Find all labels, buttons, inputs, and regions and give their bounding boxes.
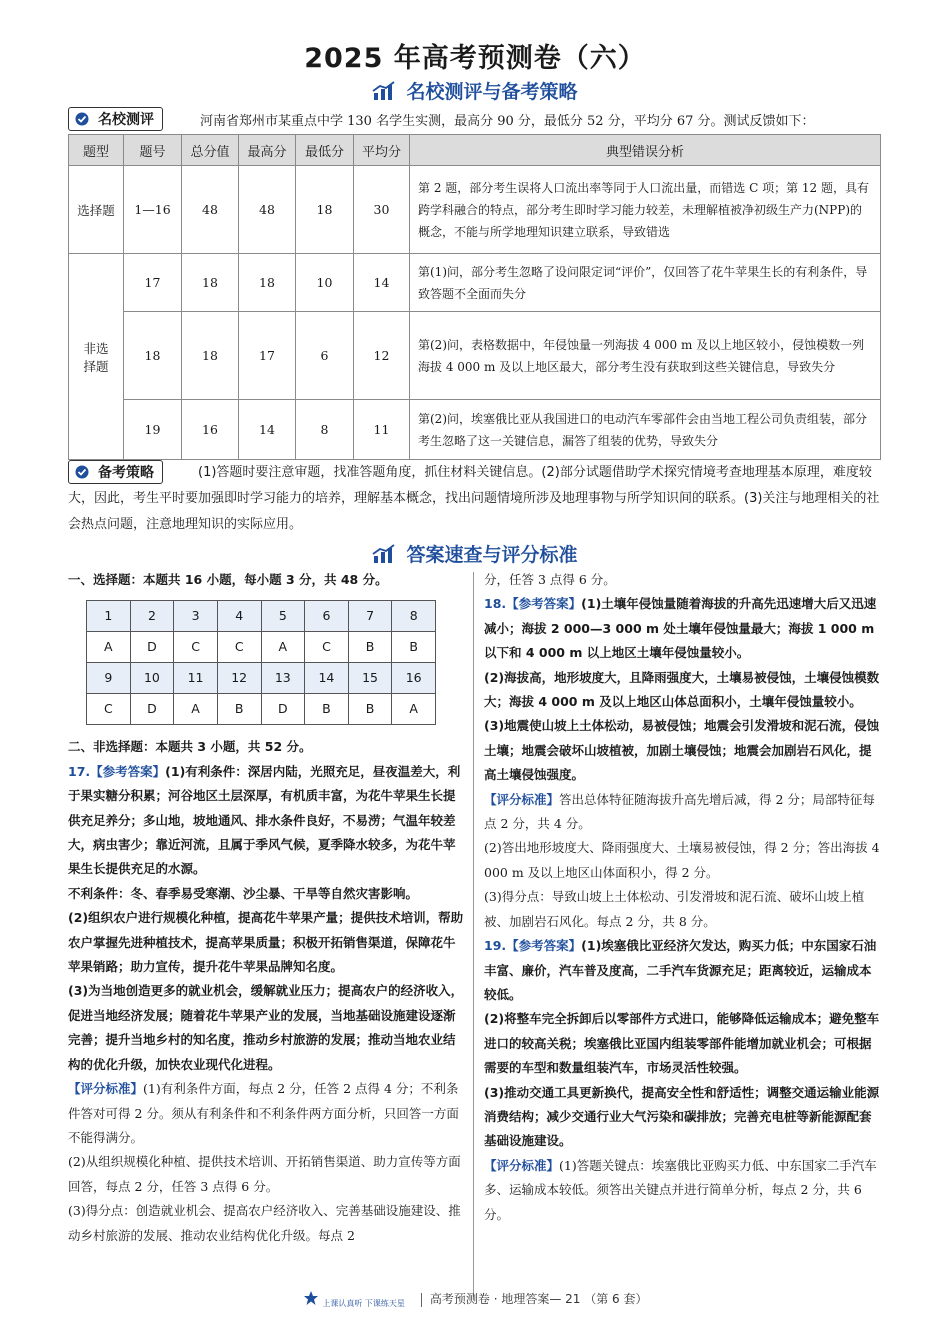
q18-number: 18. [484,596,507,612]
cell: 8 [296,400,354,460]
header-type: 题型 [69,135,124,166]
strategy-tag-label: 备考策略 [98,465,154,481]
q18-part1: (1)土壤年侵蚀量随着海拔的升高先迅速增大后又迅速减小；海拔 2 000—3 000 m 处土壤年侵蚀量最大；海拔 1 000 m 以下和 4 000 m 以上地区土壤年侵蚀量较小。 [484,596,877,661]
cell: 5 [261,601,305,632]
cell: 30 [354,166,410,254]
section-heading-evaluation [0,77,950,104]
star-icon [303,1290,319,1306]
cell: C [87,694,131,725]
cell: 13 [261,663,305,694]
cell: B [348,632,392,663]
cell: 8 [392,601,436,632]
cell: D [261,694,305,725]
analysis-cell: 第(2)问，表格数据中，年侵蚀量一列海拔 4 000 m 及以上地区较小，侵蚀模数一列海拔 4 000 m 及以上地区最大，部分考生没有获取到这些关键信息，导致失分 [410,312,881,400]
section-title: 名校测评与备考策略 [406,81,578,103]
cell: 11 [354,400,410,460]
type-cell: 选择题 [69,166,124,254]
analysis-cell: 第(2)问，埃塞俄比亚从我国进口的电动汽车零部件会由当地工程公司负责组装，部分考生忽略了这一关键信息，漏答了组装的优势，导致失分 [410,400,881,460]
cell: 18 [182,312,239,400]
answer-grid [86,600,436,725]
cell: 14 [239,400,296,460]
q17-score-3-cont: 分，任答 3 点得 6 分。 [484,572,616,587]
answer-row [87,601,436,632]
cell: 1 [87,601,131,632]
type-label-line1: 非选 [83,340,109,356]
cell: 17 [239,312,296,400]
cell: A [392,694,436,725]
ref-label: 【参考答案】 [506,596,582,612]
eval-tag-label: 名校测评 [98,112,154,128]
q19-part2: (2)将整车完全拆卸后以零部件方式进口，能够降低运输成本；避免整车进口的较高关税；埃塞俄比亚国内组装零部件能增加就业机会；可根据需要的车型和数量组装汽车，市场灵活性较强。 [484,1011,880,1076]
cell: 9 [87,663,131,694]
ref-label: 【参考答案】 [90,763,166,779]
header-analysis: 典型错误分析 [410,135,881,166]
eval-intro: 河南省郑州市某重点中学 130 名学生实测，最高分 90 分，最低分 52 分，平均分 67 分。测试反馈如下： [200,114,815,129]
column-divider [473,572,474,1297]
bar-chart-icon [372,544,396,564]
q18-score-2: (2)答出地形坡度大、降雨强度大、土壤易被侵蚀，得 2 分；答出海拔 4 000 m 及以上地区山体面积小，得 2 分。 [484,840,880,880]
eval-tag [68,107,163,131]
cell: 6 [305,601,349,632]
q17-score-2: (2)从组织规模化种植、提供技术培训、开拓销售渠道、助力宣传等方面回答，每点 2 分，任答 3 点得 6 分。 [68,1154,461,1194]
header-total: 总分值 [182,135,239,166]
q17-score-3: (3)得分点：创造就业机会、提高农户经济收入、完善基础设施建设、推动乡村旅游的发展、推动农业结构优化升级。每点 2 [68,1203,461,1243]
cell: D [130,632,174,663]
header-num: 题号 [124,135,182,166]
section-heading-answers [0,540,950,567]
cell: 14 [305,663,349,694]
strategy-text: (1)答题时要注意审题，找准答题角度，抓住材料关键信息。(2)部分试题借助学术探究情境考查地理基本原理，难度较大，因此，考生平时要加强即时学习能力的培养，理解基本概念，找出问题情境所涉及地理事物与所学知识间的联系。(3)关注与地理相关的社会热点问题，注意地理知识的实际应用。 [68,465,880,532]
q19-number: 19. [484,938,507,954]
cell: 48 [182,166,239,254]
cell: 16 [392,663,436,694]
q19-score-1 [484,1154,882,1227]
cell: B [305,694,349,725]
analysis-cell: 第 2 题，部分考生误将人口流出率等同于人口流出量，而错选 C 项；第 12 题，具有跨学科融合的特点，部分考生即时学习能力较差，未理解植被净初级生产力(NPP)的概念，不能与所学地理知识建立联系，导致错选 [410,166,881,254]
table-row [69,254,881,312]
cell: 11 [174,663,218,694]
footer-separator [421,1293,422,1307]
left-column [68,568,466,1248]
check-circle-icon [73,111,93,127]
header-max: 最高分 [239,135,296,166]
cell: 1—16 [124,166,182,254]
q17-part1-cont: 不利条件：冬、春季易受寒潮、沙尘暴、干旱等自然灾害影响。 [68,885,419,901]
type-label-line2: 择题 [83,358,109,374]
cell: B [217,694,261,725]
footer-text: 高考预测卷 · 地理答案— 21 （第 6 套） [429,1292,648,1306]
cell: 18 [182,254,239,312]
q19-score-text: (1)答题关键点：埃塞俄比亚购买力低、中东国家二手汽车多、运输成本较低。须答出关键点并进行简单分析，每点 2 分，共 6 分。 [484,1157,877,1222]
bar-chart-icon [372,81,396,101]
ref-label: 【参考答案】 [506,938,582,954]
evaluation-table [68,134,881,460]
table-row [69,312,881,400]
cell: 3 [174,601,218,632]
q18-score-text: 答出总体特征随海拔升高先增后减，得 2 分；局部特征每点 2 分，共 4 分。 [484,791,875,832]
q19-part3: (3)推动交通工具更新换代，提高安全性和舒适性；调整交通运输业能源消费结构；减少交通行业大气污染和碳排放；完善充电桩等新能源配套基础设施建设。 [484,1084,880,1149]
cell: 18 [296,166,354,254]
cell: 15 [348,663,392,694]
cell: C [174,632,218,663]
type-cell [69,254,124,460]
table-header-row [69,135,881,166]
q17-part1: (1)有利条件：深居内陆，光照充足，昼夜温差大，利于果实糖分积累；河谷地区土层深厚，有机质丰富，为花牛苹果生长提供充足养分；多山地，坡地通风、排水条件良好，不易涝；气温年较差大，病虫害少；靠近河流，且属于季风气候，夏季降水较多，为花牛苹果生长提供充足的水源。 [68,763,461,877]
cell: 16 [182,400,239,460]
header-min: 最低分 [296,135,354,166]
header-avg: 平均分 [354,135,410,166]
cell: 18 [124,312,182,400]
cell: 10 [130,663,174,694]
cell: A [174,694,218,725]
cell: A [261,632,305,663]
q18-score-1 [484,788,882,837]
right-column [484,568,882,1227]
publisher-logo [303,1290,405,1309]
cell: 10 [296,254,354,312]
q18-answer [484,592,882,665]
cell: 12 [217,663,261,694]
cell: B [392,632,436,663]
score-label: 【评分标准】 [484,1157,560,1173]
q17-number: 17. [68,763,91,779]
q19-part1: (1)埃塞俄比亚经济欠发达，购买力低；中东国家石油丰富、廉价，汽车普及度高，二手汽车货源充足；距离较近，运输成本较低。 [484,938,877,1002]
table-row [69,166,881,254]
cell: D [130,694,174,725]
cell: C [217,632,261,663]
cell: C [305,632,349,663]
cell: 6 [296,312,354,400]
q17-answer [68,760,466,882]
cell: B [348,694,392,725]
score-label: 【评分标准】 [484,791,560,807]
score-label: 【评分标准】 [68,1081,144,1097]
cell: 18 [239,254,296,312]
q18-part2: (2)海拔高，地形坡度大，且降雨强度大，土壤易被侵蚀，土壤侵蚀模数大；海拔 4 000 m 及以上地区山体总面积小，土壤年侵蚀量较小。 [484,669,880,710]
answer-row [87,632,436,663]
q18-part3: (3)地震使山坡上土体松动，易被侵蚀；地震会引发滑坡和泥石流，侵蚀土壤；地震会破坏山坡植被，加剧土壤侵蚀；地震会加剧岩石风化，提高土壤侵蚀强度。 [484,718,880,783]
cell: A [87,632,131,663]
q17-score-1 [68,1077,466,1150]
cell: 48 [239,166,296,254]
cell: 14 [354,254,410,312]
answer-row [87,694,436,725]
cell: 12 [354,312,410,400]
page-title: 2025 年高考预测卷（六） [304,43,646,74]
table-row [69,400,881,460]
answer-row [87,663,436,694]
q17-part3: (3)为当地创造更多的就业机会，缓解就业压力；提高农户的经济收入，促进当地经济发展；随着花牛苹果产业的发展，当地基础设施建设逐渐完善；提升当地乡村的知名度，推动乡村旅游的发展；推动当地农业结构的优化升级，加快农业现代化进程。 [68,983,464,1072]
q17-part2: (2)组织农户进行规模化种植，提高花牛苹果产量；提供技术培训，帮助农户掌握先进种植技术，提高苹果质量；积极开拓销售渠道，保障花牛苹果销路；助力宣传，提升花牛苹果品牌知名度。 [68,910,464,975]
cell: 17 [124,254,182,312]
cell: 4 [217,601,261,632]
cell: 2 [130,601,174,632]
q19-answer [484,934,882,1007]
cell: 19 [124,400,182,460]
choice-heading: 一、选择题：本题共 16 小题，每小题 3 分，共 48 分。 [68,572,388,587]
q17-score-text: (1)有利条件方面，每点 2 分，任答 2 点得 4 分；不利条件答对可得 2 分。须从有利条件和不利条件两方面分析，只回答一方面不能得满分。 [68,1081,459,1145]
logo-text: 上课认真听 下课练天星 [322,1299,405,1308]
cell: 7 [348,601,392,632]
nonchoice-heading: 二、非选择题：本题共 3 小题，共 52 分。 [68,739,312,755]
q18-score-3: (3)得分点：导致山坡上土体松动、引发滑坡和泥石流、破坏山坡上植被、加剧岩石风化。每点 2 分，共 8 分。 [484,889,865,929]
page-footer [0,1290,950,1309]
analysis-cell: 第(1)问，部分考生忽略了设问限定词“评价”，仅回答了花牛苹果生长的有利条件，导致答题不全面而失分 [410,254,881,312]
section-title: 答案速查与评分标准 [406,544,578,566]
